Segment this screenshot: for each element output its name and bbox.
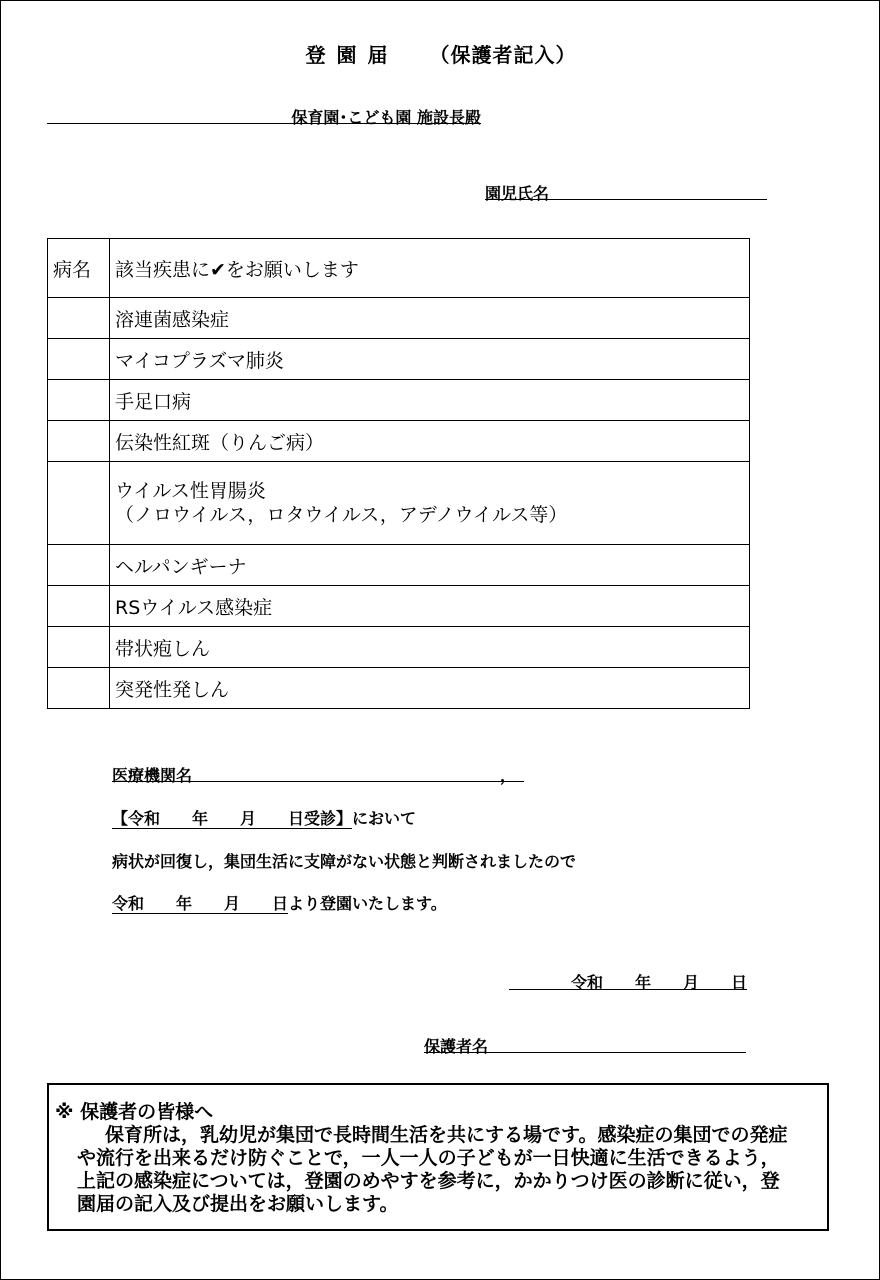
disease-name: 帯状疱しん (110, 627, 750, 668)
table-row (48, 421, 750, 462)
addressee-text: 保育園･こども園 施設長殿 (291, 108, 481, 127)
check-cell[interactable] (48, 586, 110, 627)
guardian-name-field[interactable] (424, 1034, 746, 1056)
child-name-label: 園児氏名 (485, 184, 550, 203)
check-cell[interactable] (48, 339, 110, 380)
check-cell[interactable] (48, 380, 110, 421)
guardian-name-label: 保護者名 (424, 1037, 489, 1056)
disease-name: 手足口病 (110, 380, 750, 421)
disease-name: ヘルパンギーナ (110, 545, 750, 586)
check-cell[interactable] (48, 462, 110, 545)
table-row (48, 339, 750, 380)
visit-date-field[interactable]: 【令和 年 月 日受診】 (112, 809, 353, 828)
recovery-statement: 病状が回復し，集団生活に支障がない状態と判断されましたので (112, 852, 577, 871)
notice-text-part2: ，登園届の記入及び提出をお願いします。 (77, 1170, 780, 1215)
attend-date-suffix: より登園いたします。 (288, 894, 447, 913)
form-title-sub: （保護者記入） (429, 43, 577, 67)
visit-date-line (112, 806, 416, 829)
signature-date-field[interactable] (509, 970, 747, 990)
disease-name: 溶連菌感染症 (110, 298, 750, 339)
guardian-notice-box (47, 1083, 829, 1231)
signature-date-text: 令和 年 月 日 (570, 973, 747, 992)
visit-date-suffix: において (352, 809, 417, 828)
disease-name-gastro (110, 462, 750, 545)
notice-text (55, 1124, 797, 1216)
form-title (1, 39, 880, 68)
clinic-name-field[interactable] (112, 763, 524, 785)
clinic-name-label: 医療機関名 (112, 766, 193, 785)
notice-text-bold: かかりつけ医の診断に従い (513, 1170, 742, 1192)
check-cell[interactable] (48, 545, 110, 586)
disease-name: 突発性発しん (110, 668, 750, 709)
check-cell[interactable] (48, 668, 110, 709)
check-cell[interactable] (48, 298, 110, 339)
table-header-row (48, 239, 750, 298)
disease-name: マイコプラズマ肺炎 (110, 339, 750, 380)
table-row (48, 380, 750, 421)
table-row (48, 627, 750, 668)
disease-name: ウイルス性胃腸炎 (115, 480, 266, 502)
header-disease-name: 病名 (48, 239, 110, 298)
notice-heading: ※ 保護者の皆様へ (55, 1101, 214, 1123)
disease-name: RSウイルス感染症 (110, 586, 750, 627)
child-name-field[interactable] (485, 181, 767, 203)
check-cell[interactable] (48, 421, 110, 462)
attend-date-field[interactable]: 令和 年 月 日 (112, 894, 289, 913)
check-cell[interactable] (48, 627, 110, 668)
addressee-line[interactable] (47, 105, 481, 127)
table-row (48, 298, 750, 339)
clinic-comma: ， (499, 766, 516, 785)
disease-note: （ノロウイルス，ロタウイルス，アデノウイルス等） (115, 504, 568, 526)
notice-text-part1: 保育所は，乳幼児が集団で長時間生活を共にする場です。感染症の集団での発症や流行を出来るだけ防ぐことで，一人一人の子どもが一日快適に生活できるよう，上記の感染症については，登園のめやすを参考に， (77, 1124, 788, 1192)
table-row (48, 462, 750, 545)
table-row (48, 668, 750, 709)
table-row (48, 545, 750, 586)
form-title-main: 登 園 届 (305, 43, 390, 67)
table-row (48, 586, 750, 627)
disease-name: 伝染性紅斑（りんご病） (110, 421, 750, 462)
attend-date-line (112, 891, 447, 914)
header-instruction: 該当疾患に✔をお願いします (110, 239, 750, 298)
disease-table (47, 238, 750, 709)
